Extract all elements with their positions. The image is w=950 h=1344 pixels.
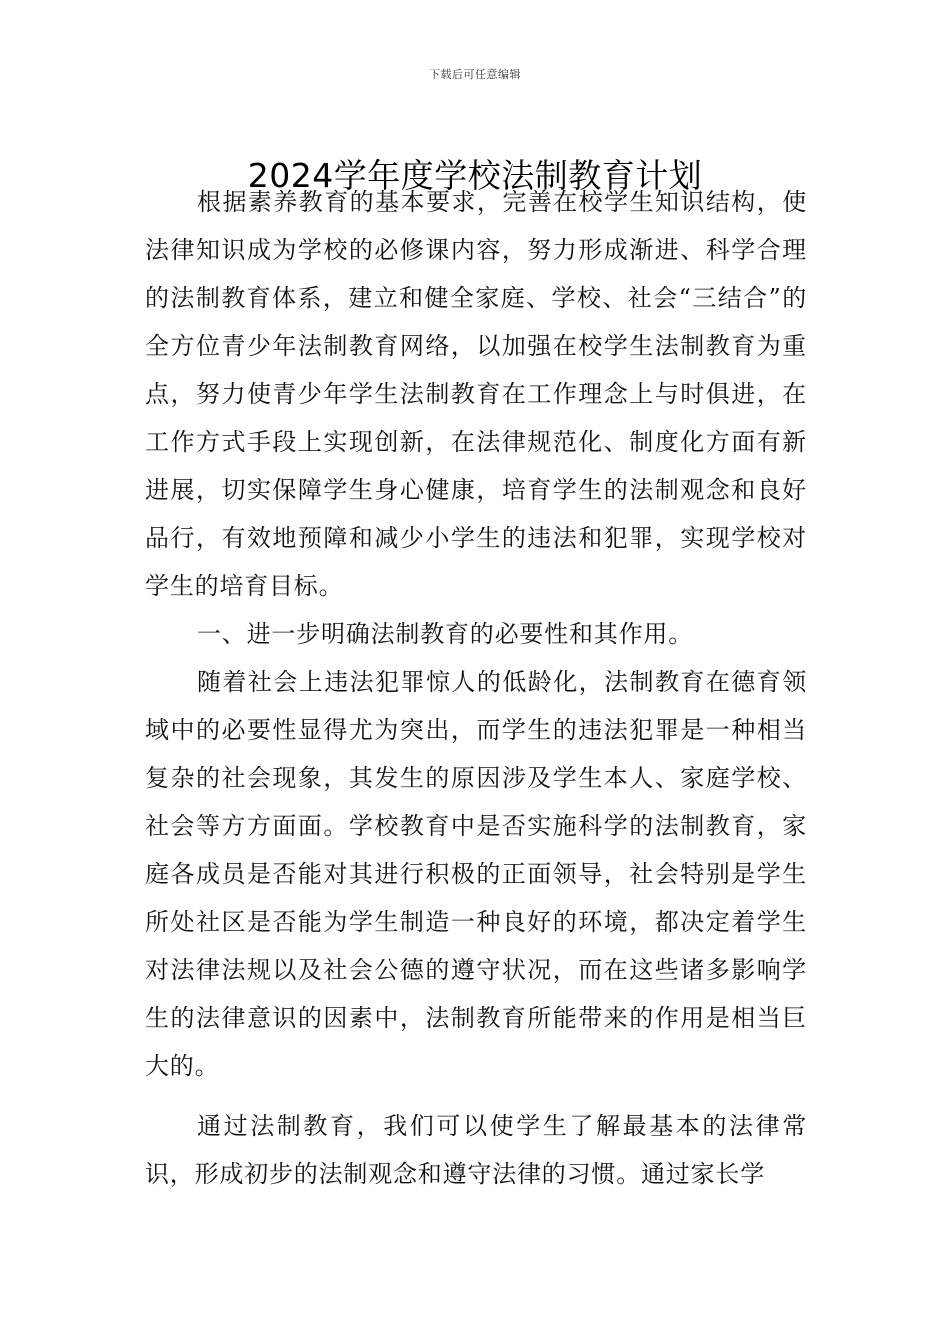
header-note: 下载后可任意编辑 — [429, 68, 521, 81]
document-title: 2024学年度学校法制教育计划 — [247, 156, 703, 196]
section-heading-1: 一、进一步明确法制教育的必要性和其作用。 — [197, 620, 693, 648]
paragraph-intro: 根据素养教育的基本要求，完善在校学生知识结构，使法律知识成为学校的必修课内容，努力形成渐进、科学合理的法制教育体系，建立和健全家庭、学校、社会“三结合”的全方位青少年法制教育网络，以加强在校学生法制教育为重点，努力使青少年学生法制教育在工作理念上与时俱进，在工作方式手段上实现创新，在法律规范化、制度化方面有新进展，切实保障学生身心健康，培育学生的法制观念和良好品行，有效地预障和减少小学生的违法和犯罪，实现学校对学生的培育目标。 — [145, 188, 807, 600]
paragraph-necessity: 随着社会上违法犯罪惊人的低龄化，法制教育在德育领域中的必要性显得尤为突出，而学生的违法犯罪是一种相当复杂的社会现象，其发生的原因涉及学生本人、家庭学校、社会等方方面面。学校教育中是否实施科学的法制教育，家庭各成员是否能对其进行积极的正面领导，社会特别是学生所处社区是否能为学生制造一种良好的环境，都决定着学生对法律法规以及社会公德的遵守状况，而在这些诸多影响学生的法律意识的因素中，法制教育所能带来的作用是相当巨大的。 — [145, 668, 807, 1080]
paragraph-through-education: 通过法制教育，我们可以使学生了解最基本的法律常识，形成初步的法制观念和遵守法律的习惯。通过家长学 — [145, 1112, 807, 1188]
document-body — [145, 178, 807, 1198]
